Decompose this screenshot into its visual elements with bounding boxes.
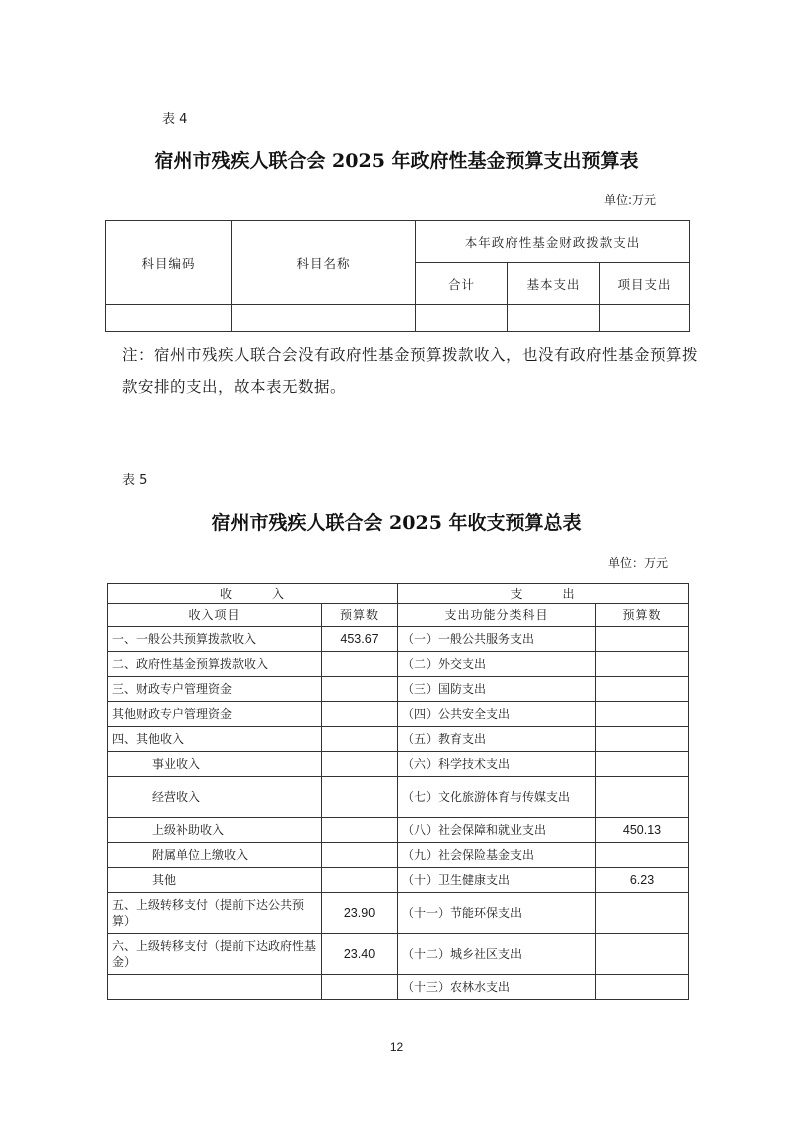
table4-unit: 单位:万元 [604, 193, 657, 207]
table5-unit: 单位：万元 [608, 556, 669, 570]
expense-amount-cell [596, 893, 689, 934]
expense-amount-cell [596, 627, 689, 652]
expense-amount-cell [596, 652, 689, 677]
table4-note: 注：宿州市残疾人联合会没有政府性基金预算拨款收入，也没有政府性基金预算拨款安排的支出，故本表无数据。 [122, 346, 699, 396]
table4-empty-cell [106, 305, 232, 332]
expense-amount-cell: 6.23 [596, 868, 689, 893]
income-amount-cell [322, 843, 398, 868]
expense-amount-cell [596, 777, 689, 818]
income-amount-cell [322, 975, 398, 1000]
table5-header-income: 收 入 [108, 584, 398, 604]
page-number: 12 [389, 1040, 404, 1054]
expense-amount-cell [596, 677, 689, 702]
expense-item-cell: （十）卫生健康支出 [398, 868, 596, 893]
expense-amount-cell [596, 934, 689, 975]
income-item-cell: 四、其他收入 [108, 727, 322, 752]
income-item-cell [108, 975, 322, 1000]
expense-item-cell: （七）文化旅游体育与传媒支出 [398, 777, 596, 818]
table-row [108, 627, 689, 652]
income-amount-cell: 453.67 [322, 627, 398, 652]
expense-item-cell: （五）教育支出 [398, 727, 596, 752]
income-amount-cell: 23.40 [322, 934, 398, 975]
table5 [107, 583, 689, 1000]
table5-header-expense-amount: 预算数 [596, 604, 689, 627]
income-item-cell: 经营收入 [108, 777, 322, 818]
expense-item-cell: （十二）城乡社区支出 [398, 934, 596, 975]
table4-label: 表 4 [162, 112, 188, 127]
table-row [108, 843, 689, 868]
income-amount-cell [322, 868, 398, 893]
expense-amount-cell [596, 752, 689, 777]
expense-item-cell: （一）一般公共服务支出 [398, 627, 596, 652]
table4-empty-cell [416, 305, 508, 332]
table4-header-total: 合计 [416, 263, 508, 305]
income-amount-cell [322, 727, 398, 752]
expense-item-cell: （八）社会保障和就业支出 [398, 818, 596, 843]
income-amount-cell [322, 702, 398, 727]
expense-amount-cell [596, 702, 689, 727]
table4-header-project: 项目支出 [600, 263, 690, 305]
table-row [108, 934, 689, 975]
table5-label: 表 5 [122, 473, 148, 488]
expense-item-cell: （二）外交支出 [398, 652, 596, 677]
income-amount-cell [322, 652, 398, 677]
expense-item-cell: （十一）节能环保支出 [398, 893, 596, 934]
table5-header-income-item: 收入项目 [108, 604, 322, 627]
table-row [108, 975, 689, 1000]
table5-header-expense-item: 支出功能分类科目 [398, 604, 596, 627]
table4-header-name: 科目名称 [232, 221, 416, 305]
income-amount-cell [322, 752, 398, 777]
expense-amount-cell: 450.13 [596, 818, 689, 843]
expense-item-cell: （九）社会保险基金支出 [398, 843, 596, 868]
table4-header-group: 本年政府性基金财政拨款支出 [416, 221, 690, 263]
expense-item-cell: （四）公共安全支出 [398, 702, 596, 727]
income-item-cell: 其他财政专户管理资金 [108, 702, 322, 727]
table-row [108, 777, 689, 818]
income-item-cell: 附属单位上缴收入 [108, 843, 322, 868]
table-row [108, 702, 689, 727]
table4-header-basic: 基本支出 [508, 263, 600, 305]
income-item-cell: 五、上级转移支付（提前下达公共预算） [108, 893, 322, 934]
income-item-cell: 事业收入 [108, 752, 322, 777]
table4 [105, 220, 690, 332]
income-item-cell: 二、政府性基金预算拨款收入 [108, 652, 322, 677]
income-amount-cell [322, 818, 398, 843]
expense-amount-cell [596, 843, 689, 868]
table4-empty-cell [600, 305, 690, 332]
table-row [108, 727, 689, 752]
table-row [108, 893, 689, 934]
table4-title: 宿州市残疾人联合会 2025 年政府性基金预算支出预算表 [154, 150, 639, 172]
table5-header-expense: 支 出 [398, 584, 689, 604]
table-row [108, 818, 689, 843]
income-amount-cell: 23.90 [322, 893, 398, 934]
expense-item-cell: （十三）农林水支出 [398, 975, 596, 1000]
table-row [108, 677, 689, 702]
income-amount-cell [322, 777, 398, 818]
table-row [108, 752, 689, 777]
table-row [108, 652, 689, 677]
table5-header-income-amount: 预算数 [322, 604, 398, 627]
income-item-cell: 三、财政专户管理资金 [108, 677, 322, 702]
income-amount-cell [322, 677, 398, 702]
income-item-cell: 六、上级转移支付（提前下达政府性基金） [108, 934, 322, 975]
income-item-cell: 其他 [108, 868, 322, 893]
expense-item-cell: （六）科学技术支出 [398, 752, 596, 777]
table4-empty-cell [232, 305, 416, 332]
table5-title: 宿州市残疾人联合会 2025 年收支预算总表 [211, 512, 582, 534]
expense-amount-cell [596, 975, 689, 1000]
income-item-cell: 一、一般公共预算拨款收入 [108, 627, 322, 652]
table-row [108, 868, 689, 893]
table4-empty-cell [508, 305, 600, 332]
table4-header-code: 科目编码 [106, 221, 232, 305]
expense-amount-cell [596, 727, 689, 752]
income-item-cell: 上级补助收入 [108, 818, 322, 843]
expense-item-cell: （三）国防支出 [398, 677, 596, 702]
